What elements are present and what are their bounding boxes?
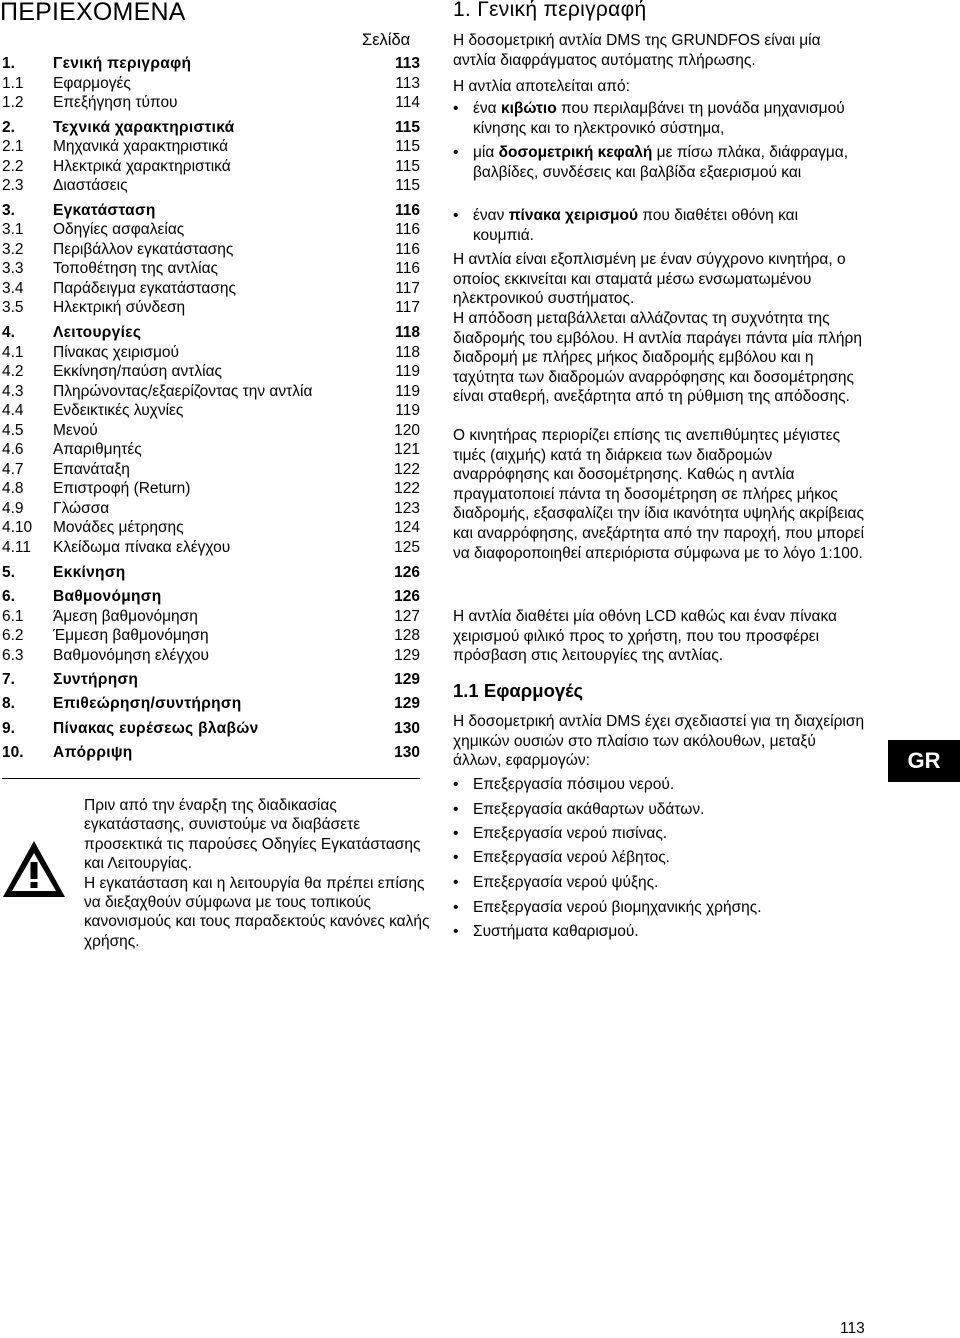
toc-entry-title: Τεχνικά χαρακτηριστικά	[53, 119, 235, 136]
toc-page-number: 116	[394, 202, 420, 219]
toc-entry-title: Ηλεκτρικά χαρακτηριστικά	[53, 158, 231, 175]
toc-page-number: 119	[395, 402, 420, 419]
toc-page-number: 122	[394, 461, 420, 478]
toc-entry-title: Μονάδες μέτρησης	[53, 519, 184, 536]
toc-page-number: 115	[395, 158, 420, 175]
language-tab: GR	[888, 740, 960, 782]
toc-page-number: 122	[394, 480, 420, 497]
application-label: Επεξεργασία νερού πισίνας.	[473, 825, 668, 842]
toc-page-number: 125	[394, 539, 420, 556]
toc-number: 6.3	[2, 647, 24, 664]
pump-consists-label: Η αντλία αποτελείται από:	[453, 78, 630, 95]
toc-number: 5.	[2, 564, 15, 581]
toc-entry-title: Επανάταξη	[53, 461, 130, 478]
toc-entry-title: Απόρριψη	[53, 744, 133, 761]
toc-page-number: 115	[395, 138, 420, 155]
toc-page-number: 116	[395, 241, 420, 258]
toc-entry-title: Επεξήγηση τύπου	[53, 94, 178, 111]
toc-row	[2, 54, 420, 74]
toc-entry-title: Επιστροφή (Return)	[53, 480, 191, 497]
toc-page-number: 121	[394, 441, 420, 458]
toc-entry-title: Οδηγίες ασφαλείας	[53, 221, 185, 238]
toc-number: 4.1	[2, 344, 24, 361]
toc-entry-title: Έμμεση βαθμονόμηση	[53, 627, 209, 644]
toc-row	[2, 279, 420, 299]
toc-page-number: 117	[395, 299, 420, 316]
bullet-icon: •	[453, 825, 459, 842]
toc-page-number: 114	[395, 94, 420, 111]
toc-page-number: 123	[394, 500, 420, 517]
toc-number: 3.4	[2, 280, 24, 297]
toc-page-number: 116	[395, 260, 420, 277]
application-label: Συστήματα καθαρισμού.	[473, 923, 639, 940]
toc-page-number: 129	[394, 647, 420, 664]
paragraph-limit: Ο κινητήρας περιορίζει επίσης τις ανεπιθύμητες μέγιστες τιμές (αιχμής) κατά τη διάρκεια των διαδρομών αναρρόφησης και δοσομέτρησης. Καθώς η αντλία πραγματοποιεί πάντα τη δοσομέτρηση σε πλήρες μήκος διαδρομής, εξασφαλίζει την ίδια ικανότητα υψηλής ακρίβειας και αναρρόφησης, ανεξάρτητα από την παροχή, που μπορεί να διαφοροποιηθεί απεριόριστα σύμφωνα με το λόγο 1:100.	[453, 427, 865, 562]
toc-entry-title: Πληρώνοντας/εξαερίζοντας την αντλία	[53, 383, 313, 400]
toc-entry-title: Κλείδωμα πίνακα ελέγχου	[53, 539, 231, 556]
toc-number: 4.11	[2, 539, 32, 556]
toc-entry-title: Επιθεώρηση/συντήρηση	[53, 695, 242, 712]
toc-row	[2, 343, 420, 363]
toc-row	[2, 646, 420, 666]
toc-number: 3.5	[2, 299, 24, 316]
toc-page-number: 126	[394, 588, 420, 605]
toc-title: ΠΕΡΙΕΧΟΜΕΝΑ	[0, 0, 186, 26]
bullet-icon: •	[453, 899, 459, 916]
toc-row	[2, 626, 420, 646]
bullet-icon: •	[453, 874, 459, 891]
warning-paragraph-read: Πριν από την έναρξη της διαδικασίας εγκατάστασης, συνιστούμε να διαβάσετε προσεκτικά τις παρούσες Οδηγίες Εγκατάστασης και Λειτουργίας.	[84, 797, 421, 873]
toc-entry-title: Εφαρμογές	[53, 75, 131, 92]
section-heading-applications: 1.1 Εφαρμογές	[453, 680, 584, 701]
toc-number: 3.1	[2, 221, 24, 238]
toc-entry-title: Απαριθμητές	[53, 441, 142, 458]
toc-row	[2, 421, 420, 441]
toc-page-number: 119	[395, 363, 420, 380]
toc-entry-title: Διαστάσεις	[53, 177, 128, 194]
toc-page-number: 113	[394, 55, 420, 72]
toc-entry-title: Περιβάλλον εγκατάστασης	[53, 241, 234, 258]
toc-entry-title: Βαθμονόμηση	[53, 588, 162, 605]
bullet-icon: •	[453, 100, 459, 117]
toc-entry-title: Γενική περιγραφή	[53, 55, 192, 72]
warning-triangle-icon	[0, 838, 68, 900]
toc-number: 1.2	[2, 94, 24, 111]
page-number: 113	[840, 1320, 865, 1337]
toc-number: 9.	[2, 720, 15, 737]
toc-entry-title: Γλώσσα	[53, 500, 110, 517]
toc-row	[2, 440, 420, 460]
toc-entry-title: Παράδειγμα εγκατάστασης	[53, 280, 236, 297]
toc-row	[2, 201, 420, 221]
toc-entry-title: Ενδεικτικές λυχνίες	[53, 402, 184, 419]
toc-row	[2, 607, 420, 627]
toc-page-number: 124	[394, 519, 420, 536]
toc-number: 2.2	[2, 158, 24, 175]
toc-page-number: 130	[394, 720, 420, 737]
toc-row	[2, 743, 420, 763]
toc-number: 3.2	[2, 241, 24, 258]
toc-number: 4.2	[2, 363, 24, 380]
toc-entry-title: Εγκατάσταση	[53, 202, 156, 219]
toc-number: 2.	[2, 119, 15, 136]
toc-number: 10.	[2, 744, 24, 761]
toc-row	[2, 259, 420, 279]
toc-divider	[2, 778, 420, 779]
application-label: Επεξεργασία πόσιμου νερού.	[473, 776, 675, 793]
general-intro: Η δοσομετρική αντλία DMS της GRUNDFOS είναι μία αντλία διαφράγματος αυτόματης πλήρωσης.	[453, 32, 821, 69]
toc-row	[2, 362, 420, 382]
bullet-icon: •	[453, 144, 459, 161]
toc-entry-title: Εκκίνηση/παύση αντλίας	[53, 363, 223, 380]
bullet-icon: •	[453, 849, 459, 866]
toc-number: 6.	[2, 588, 15, 605]
toc-row	[2, 587, 420, 607]
toc-row	[2, 460, 420, 480]
toc-page-number: 119	[395, 383, 420, 400]
toc-entry-title: Συντήρηση	[53, 671, 139, 688]
toc-row	[2, 670, 420, 690]
paragraph-lcd: Η αντλία διαθέτει μία οθόνη LCD καθώς και έναν πίνακα χειρισμού φιλικό προς το χρήστη, που του προσφέρει πρόσβαση στις λειτουργίες της αντλίας.	[453, 608, 837, 665]
toc-number: 3.3	[2, 260, 24, 277]
toc-number: 1.1	[2, 75, 24, 92]
toc-number: 4.7	[2, 461, 24, 478]
toc-row	[2, 74, 420, 94]
toc-number: 4.4	[2, 402, 24, 419]
toc-row	[2, 298, 420, 318]
toc-entry-title: Λειτουργίες	[53, 324, 142, 341]
toc-number: 1.	[2, 55, 15, 72]
toc-row	[2, 137, 420, 157]
toc-row	[2, 563, 420, 583]
bullet-icon: •	[453, 207, 459, 224]
toc-entry-title: Ηλεκτρική σύνδεση	[53, 299, 186, 316]
toc-page-number: 126	[394, 564, 420, 581]
toc-number: 4.8	[2, 480, 24, 497]
toc-row	[2, 323, 420, 343]
application-label: Επεξεργασία ακάθαρτων υδάτων.	[473, 801, 705, 818]
toc-number: 8.	[2, 695, 15, 712]
toc-page-number: 130	[394, 744, 420, 761]
toc-row	[2, 118, 420, 138]
section-heading-general: 1. Γενική περιγραφή	[453, 0, 647, 21]
toc-page-number: 113	[395, 75, 420, 92]
toc-entry-title: Πίνακας χειρισμού	[53, 344, 179, 361]
toc-row	[2, 240, 420, 260]
toc-number: 6.2	[2, 627, 24, 644]
toc-row	[2, 401, 420, 421]
toc-page-number: 115	[395, 177, 420, 194]
toc-number: 4.3	[2, 383, 24, 400]
toc-number: 3.	[2, 202, 15, 219]
application-label: Επεξεργασία νερού λέβητος.	[473, 849, 670, 866]
toc-number: 4.6	[2, 441, 24, 458]
toc-row	[2, 382, 420, 402]
toc-number: 4.5	[2, 422, 24, 439]
toc-entry-title: Μενού	[53, 422, 98, 439]
toc-page-column-label: Σελίδα	[362, 31, 411, 49]
toc-number: 2.1	[2, 138, 24, 155]
toc-number: 4.	[2, 324, 15, 341]
toc-entry-title: Βαθμονόμηση ελέγχου	[53, 647, 210, 664]
toc-row	[2, 694, 420, 714]
toc-page-number: 115	[394, 119, 420, 136]
toc-page-number: 118	[394, 324, 420, 341]
toc-row	[2, 719, 420, 739]
toc-page-number: 128	[394, 627, 420, 644]
toc-entry-title: Τοποθέτηση της αντλίας	[53, 260, 219, 277]
application-label: Επεξεργασία νερού ψύξης.	[473, 874, 659, 891]
toc-page-number: 117	[395, 280, 420, 297]
toc-row	[2, 499, 420, 519]
bullet-icon: •	[453, 801, 459, 818]
toc-entry-title: Πίνακας ευρέσεως βλαβών	[53, 720, 259, 737]
toc-page-number: 127	[394, 608, 420, 625]
toc-row	[2, 157, 420, 177]
toc-number: 4.9	[2, 500, 24, 517]
bullet-icon: •	[453, 923, 459, 940]
toc-row	[2, 220, 420, 240]
toc-number: 4.10	[2, 519, 33, 536]
toc-page-number: 118	[395, 344, 420, 361]
toc-entry-title: Άμεση βαθμονόμηση	[53, 608, 198, 625]
toc-entry-title: Μηχανικά χαρακτηριστικά	[53, 138, 229, 155]
toc-row	[2, 538, 420, 558]
bullet-icon: •	[453, 776, 459, 793]
warning-text	[84, 796, 434, 951]
applications-intro: Η δοσομετρική αντλία DMS έχει σχεδιαστεί για τη διαχείριση χημικών ουσιών στο πλαίσιο των ακόλουθων, μεταξύ άλλων, εφαρμογών:	[453, 713, 865, 770]
warning-paragraph-regulations: Η εγκατάσταση και η λειτουργία θα πρέπει επίσης να διεξαχθούν σύμφωνα με τους τοπικούς κανονισμούς και τους παραδεκτούς κανόνες καλής χρήσης.	[84, 874, 430, 950]
toc-page-number: 120	[394, 422, 420, 439]
paragraph-output: Η απόδοση μεταβάλλεται αλλάζοντας τη συχνότητα της διαδρομής του εμβόλου. Η αντλία παράγει πάντα μία πλήρη διαδρομή με πλήρες μήκος διαδρομής εμβόλου και η ταχύτητα των διαδρομών αναρρόφησης και δοσομέτρησης είναι σταθερή, ανεξάρτητα από τη ρύθμιση της απόδοσης.	[453, 310, 862, 406]
toc-row	[2, 518, 420, 538]
paragraph-motor: Η αντλία είναι εξοπλισμένη με έναν σύγχρονο κινητήρα, ο οποίος εκκινείται και σταματά μέσω ενσωματωμένου ηλεκτρονικού συστήματος.	[453, 251, 846, 308]
toc-row	[2, 479, 420, 499]
toc-page-number: 129	[394, 695, 420, 712]
toc-page-number: 116	[395, 221, 420, 238]
toc-row	[2, 176, 420, 196]
toc-page-number: 129	[394, 671, 420, 688]
toc-row	[2, 93, 420, 113]
application-label: Επεξεργασία νερού βιομηχανικής χρήσης.	[473, 899, 762, 916]
toc-number: 2.3	[2, 177, 24, 194]
toc-entry-title: Εκκίνηση	[53, 564, 126, 581]
toc-number: 6.1	[2, 608, 24, 625]
toc-number: 7.	[2, 671, 15, 688]
